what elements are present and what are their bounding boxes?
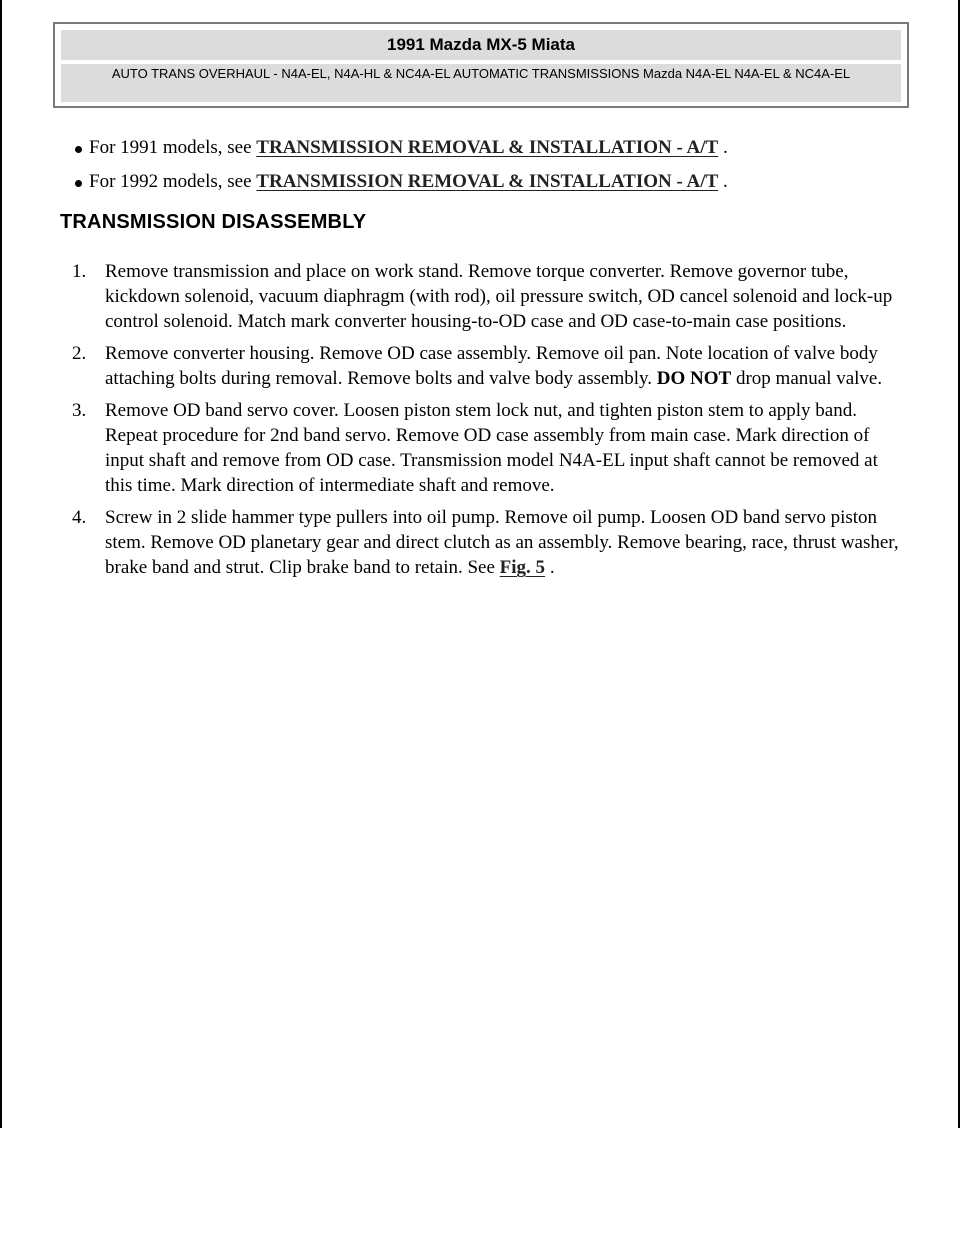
bullet-suffix: . <box>718 171 728 192</box>
step-text: Remove OD band servo cover. Loosen piston stem lock nut, and tighten piston stem to apply band. Repeat procedure for 2nd band servo. Remove OD case assembly from main case. Mark direction of input shaft and remove from OD case. Transmission model N4A-EL input shaft cannot be removed at this time. Mark direction of intermediate shaft and remove. <box>105 400 878 496</box>
step-number: 2. <box>72 343 87 364</box>
figure-link[interactable]: Fig. 5 <box>499 557 546 578</box>
procedure-steps <box>72 259 908 587</box>
procedure-step <box>72 398 908 498</box>
bullet-dot-icon <box>75 180 82 187</box>
step-text: Remove converter housing. Remove OD case assembly. Remove oil pan. Note location of valve body attaching bolts during removal. Remove bolts and valve body assembly. <box>105 343 878 389</box>
bullet-dot-icon <box>75 146 82 153</box>
procedure-step <box>72 505 908 580</box>
procedure-step <box>72 259 908 334</box>
procedure-step <box>72 341 908 391</box>
step-text: Screw in 2 slide hammer type pullers into oil pump. Remove oil pump. Loosen OD band servo piston stem. Remove OD planetary gear and direct clutch as an assembly. Remove bearing, race, thrust washer, brake band and strut. Clip brake band to retain. See <box>105 507 899 578</box>
bullet-prefix: For 1992 models, see <box>89 171 257 192</box>
page-border-left <box>0 0 2 1128</box>
bullet-suffix: . <box>718 137 728 158</box>
reference-bullet-list <box>75 136 728 204</box>
removal-installation-link[interactable]: TRANSMISSION REMOVAL & INSTALLATION - A/T <box>256 171 719 192</box>
step-warning-emphasis: DO NOT <box>656 368 732 389</box>
step-number: 4. <box>72 507 87 528</box>
removal-installation-link[interactable]: TRANSMISSION REMOVAL & INSTALLATION - A/T <box>256 137 719 158</box>
step-number: 1. <box>72 261 87 282</box>
section-heading: TRANSMISSION DISASSEMBLY <box>60 211 367 233</box>
header-title: 1991 Mazda MX-5 Miata <box>61 30 901 60</box>
bullet-item <box>75 136 728 160</box>
bullet-item <box>75 170 728 194</box>
step-number: 3. <box>72 400 87 421</box>
header-subtitle: AUTO TRANS OVERHAUL - N4A-EL, N4A-HL & NC4A-EL AUTOMATIC TRANSMISSIONS Mazda N4A-EL N4A-EL & NC4A-EL <box>61 64 901 102</box>
step-text-after: . <box>545 557 555 578</box>
bullet-prefix: For 1991 models, see <box>89 137 257 158</box>
document-header <box>53 22 909 108</box>
step-text: Remove transmission and place on work stand. Remove torque converter. Remove governor tube, kickdown solenoid, vacuum diaphragm (with rod), oil pressure switch, OD cancel solenoid and lock-up control solenoid. Match mark converter housing-to-OD case and OD case-to-main case positions. <box>105 261 893 332</box>
step-text-after: drop manual valve. <box>731 368 883 389</box>
